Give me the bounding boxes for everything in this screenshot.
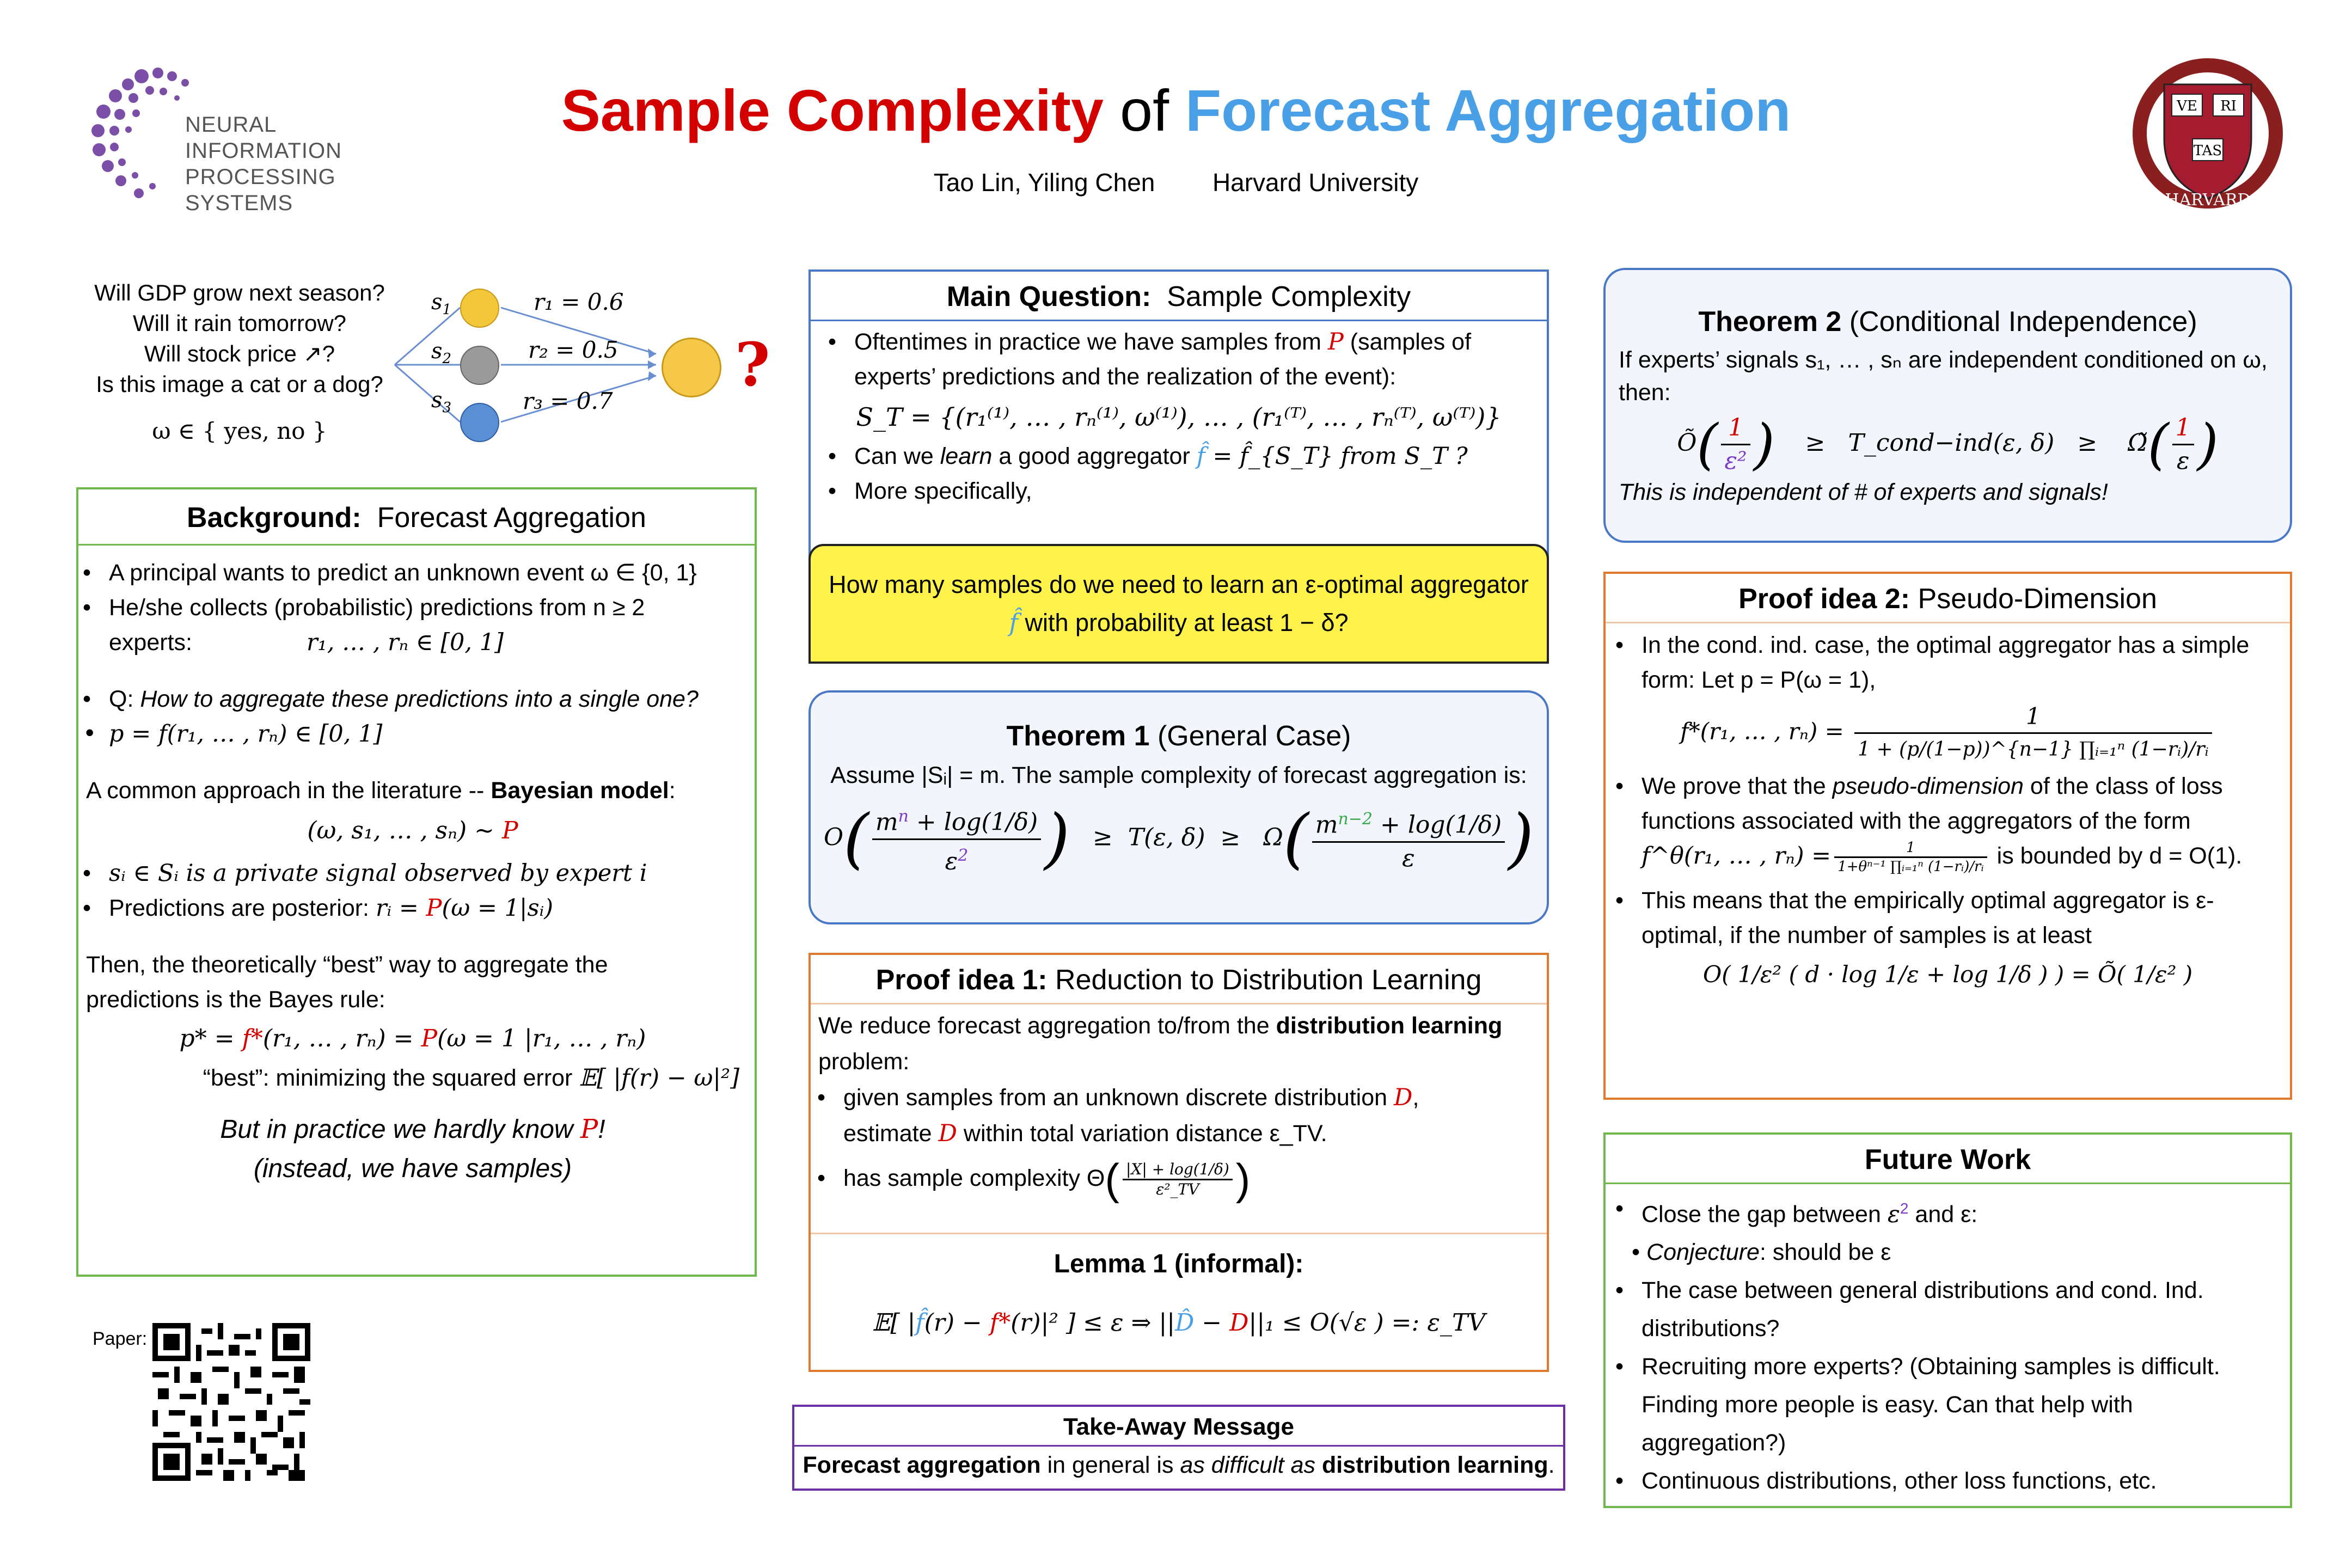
mq-samples-eq: S_T = {(r₁⁽¹⁾, … , rₙ⁽¹⁾, ω⁽¹⁾), … , (r₁⁽ᵀ⁾, … , rₙ⁽ᵀ⁾, ω⁽ᵀ⁾)}: [856, 402, 1502, 432]
question-2: Will it rain tomorrow?: [132, 310, 347, 336]
background-header: Background: Forecast Aggregation: [78, 489, 755, 546]
bg-bullet-6: • Predictions are posterior: rᵢ = P(ω = 1|sᵢ): [75, 891, 739, 926]
title-red: Sample Complexity: [561, 77, 1104, 143]
proof1-bullet-1: • given samples from an unknown discrete distribution D, estimate D within total variation distance ε_TV.: [810, 1080, 1539, 1152]
theorem1-box: [808, 690, 1549, 924]
proof2-fstar: f*(r₁, … , rₙ) = $\frac{1}{\text{1 + (p/(1−p))\textasciicircum{}\{n−1\} ∏ᵢ₌₁ⁿ (1−rᵢ)/rᵢ}}$: [1613, 701, 2282, 765]
page-title: [0, 76, 2352, 144]
harvard-shield-icon: [2126, 57, 2289, 215]
future-bullet-2: • The case between general distributions and cond. Ind. distributions?: [1608, 1271, 2282, 1347]
paper-qr-code[interactable]: [152, 1323, 310, 1481]
theorem1-title: Theorem 1 (General Case): [1006, 720, 1351, 752]
future-subbullet: • Conjecture: should be ε: [1632, 1239, 1891, 1266]
signal-s3: s: [431, 388, 443, 413]
happy-face-icon: [460, 289, 499, 328]
question-4: Is this image a cat or a dog?: [96, 371, 383, 397]
seal-ve: VE: [2177, 98, 2197, 114]
omega-outcomes: ω ∈ { yes, no }: [152, 418, 327, 444]
bg-bullet-3: • Q: How to aggregate these predictions into a single one?: [75, 682, 739, 716]
seal-ri: RI: [2220, 98, 2237, 114]
question-1: Will GDP grow next season?: [94, 280, 385, 305]
lemma1-title: Lemma 1 (informal):: [1054, 1250, 1304, 1278]
main-question-header: Main Question: Sample Complexity: [811, 272, 1547, 321]
signal-s2: s: [431, 339, 443, 364]
lemma1-eq: 𝔼[ |f̂(r) − f*(r)|² ] ≤ ε ⇒ ||D̂ − D||₁ ≤ O(√ε ) =: ε_TV: [872, 1309, 1486, 1337]
bg-bayes-eq: p* = f*(r₁, … , rₙ) = P(ω = 1 |r₁, … , rₙ): [179, 1025, 646, 1052]
experts-diagram: $s_1$ $s_2$ $s_3$ r₁ = 0.6 r₂ = 0.5 r₃ = 0.7 ?: [381, 272, 795, 457]
bg-model-eq: (ω, s₁, … , sₙ) ~ P: [307, 817, 518, 844]
qr-code-icon: [152, 1323, 310, 1481]
proof2-box: [1603, 572, 2292, 1100]
authors: Tao Lin, Yiling Chen: [933, 168, 1155, 197]
future-bullet-4: • Continuous distributions, other loss functions, etc.: [1608, 1462, 2282, 1500]
mq-bullet-1: • Oftentimes in practice we have samples from P (samples of experts’ predictions and the realization of the event):: [820, 324, 1537, 394]
theorem2-box: [1603, 268, 2292, 543]
main-question-box: [808, 270, 1549, 661]
bg-bullet-4: • p = f(r₁, … , rₙ) ∈ [0, 1]: [75, 716, 739, 751]
mq-bullet-3: • More specifically,: [820, 474, 1537, 509]
blue-face-icon: [460, 403, 499, 442]
proof1-box: [808, 953, 1549, 1372]
theorem2-bound: Õ( $\frac{1}{\text{ε²}}$ ) ≥ T_cond−ind(ε, δ) ≥ Ω̃( $\frac{1}{\varepsilon}$ ): [1677, 412, 2219, 476]
proof2-final-eq: O( 1/ε² ( d · log 1/ε + log 1/δ ) ) = Õ( 1/ε² ): [1702, 961, 2193, 988]
future-work-box: [1603, 1132, 2292, 1508]
bg-bullet-5: • sᵢ ∈ Sᵢ is a private signal observed by expert i: [75, 856, 739, 891]
neutral-face-icon: [460, 346, 499, 385]
future-bullet-1: • Close the gap between $\varepsilon^2$ and ε:: [1608, 1190, 2282, 1233]
signal-s1: s: [431, 290, 443, 315]
seal-tas: TAS: [2193, 143, 2222, 159]
question-3: Will stock price ↗?: [144, 341, 335, 366]
title-blue: Forecast Aggregation: [1185, 77, 1791, 143]
bg-then: Then, the theoretically “best” way to aggregate the predictions is the Bayes rule:: [86, 952, 608, 1013]
example-questions: [87, 278, 392, 446]
proof1-header: Proof idea 1: Reduction to Distribution Learning: [811, 955, 1547, 1004]
proof1-bullet-2: • has sample complexity Θ( $\frac{|X| + \log(1/\delta)}{\text{ε²\_TV}}$ ): [810, 1160, 1539, 1199]
bg-best: “best”: minimizing the squared error 𝔼[ |f(r) − ω|²]: [203, 1064, 739, 1092]
theorem2-title: Theorem 2 (Conditional Independence): [1698, 306, 2197, 338]
logo-line-1: NEURAL INFORMATION: [185, 113, 342, 163]
proof2-bullet-2: • We prove that the pseudo-dimension of the class of loss functions associated with the aggregators of the form f^θ(r₁, … , rₙ) = $\frac{1}{\text{1+θⁿ⁻¹ ∏ᵢ₌₁ⁿ (1−rᵢ)/rᵢ}}$ is bounded by d = O(1).: [1608, 769, 2282, 875]
affiliation: Harvard University: [1212, 168, 1419, 197]
future-bullet-3: • Recruiting more experts? (Obtaining samples is difficult. Finding more people is easy. Can that help with aggregation?): [1608, 1347, 2282, 1462]
bg-approach: A common approach in the literature -- Bayesian model:: [86, 777, 676, 804]
authors-line: [0, 168, 2352, 197]
proof2-header: Proof idea 2: Pseudo-Dimension: [1606, 574, 2290, 623]
report-r1: r₁ = 0.6: [534, 289, 624, 315]
question-mark: ?: [735, 329, 770, 400]
harvard-seal: [2126, 57, 2289, 215]
bg-bullet-1: • A principal wants to predict an unknown event ω ∈ {0, 1}: [75, 555, 739, 590]
report-r3: r₃ = 0.7: [523, 388, 613, 414]
mq-highlight: How many samples do we need to learn an ε-optimal aggregator f̂ with probability at least 1 − δ?: [808, 544, 1549, 664]
takeaway-title: Take-Away Message: [794, 1407, 1563, 1447]
bg-bullet-2: • He/she collects (probabilistic) predictions from n ≥ 2 experts: r₁, … , rₙ ∈ [0, 1]: [75, 590, 739, 660]
logo-line-2: PROCESSING SYSTEMS: [185, 165, 336, 215]
theorem1-bound: O( $\frac{m^n + \log(1/\delta)}{\varepsilon^2}$ ) ≥ T(ε, δ) ≥ Ω( $\frac{m^{n-2} + \log(1/\delta)}{\varepsilon}$ ): [823, 801, 1534, 877]
proof2-bullet-1: • In the cond. ind. case, the optimal aggregator has a simple form: Let p = P(ω = 1),: [1608, 628, 2282, 697]
title-of: of: [1120, 77, 1169, 143]
paper-label: Paper:: [93, 1328, 148, 1349]
theorem1-assume: Assume |Sᵢ| = m. The sample complexity of forecast aggregation is:: [830, 762, 1527, 788]
takeaway-box: [792, 1405, 1565, 1491]
mq-bullet-2: • Can we learn a good aggregator f̂ = f̂_{S_T} from S_T ?: [820, 439, 1537, 474]
report-r2: r₂ = 0.5: [528, 336, 618, 363]
bg-practice: But in practice we hardly know P! (instead, we have samples): [220, 1114, 605, 1183]
takeaway-message: Forecast aggregation in general is as difficult as distribution learning.: [803, 1452, 1555, 1478]
proof1-intro: We reduce forecast aggregation to/from the distribution learning problem:: [818, 1013, 1503, 1075]
proof2-bullet-3: • This means that the empirically optimal aggregator is ε- optimal, if the number of samples is at least: [1608, 883, 2282, 953]
theorem2-condition: If experts’ signals s₁, … , sₙ are independent conditioned on ω, then:: [1619, 347, 2268, 406]
theorem2-note: This is independent of # of experts and signals!: [1619, 479, 2108, 505]
seal-harvard: HARVARD: [2165, 191, 2251, 210]
future-work-title: Future Work: [1606, 1135, 2290, 1184]
thinking-face-icon: [661, 338, 721, 397]
background-box: [76, 487, 757, 1277]
